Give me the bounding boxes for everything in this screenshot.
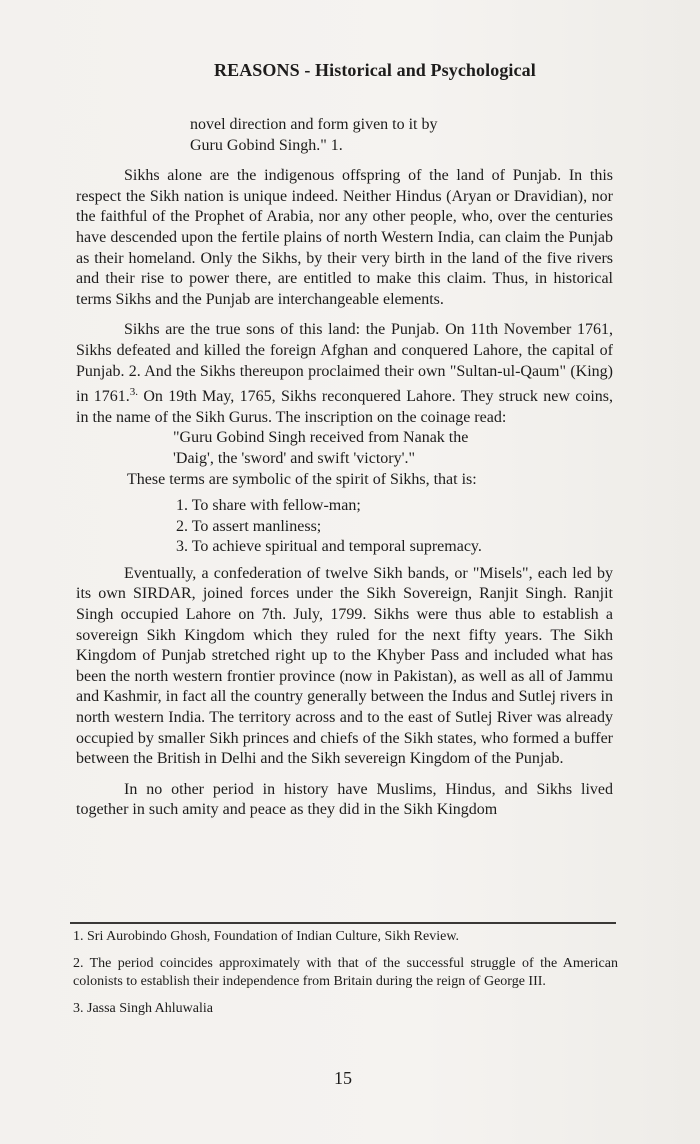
coin-inscription: [173, 428, 613, 469]
paragraph-sikh-kingdom: Eventually, a confederation of twelve Sikh bands, or "Misels", each led by its own SIRDAR, joined forces under the Sikh Sovereign, Ranjit Singh. Ranjit Singh occupied Lahore on 7th. July, 1799. Sikhs were thus able to establish a sovereign Sikh Kingdom which they ruled for the next fifty years. The Sikh Kingdom of Punjab stretched right up to the Khyber Pass and included what has been the north western frontier province (now in Pakistan), as well as all of Jammu and Kashmir, in fact all the country generally between the Indus and Sutlej rivers in north western India. The territory across and to the east of Sutlej River was already occupied by smaller Sikh princes and chiefs of the Sikh states, who formed a buffer between the British in Delhi and the Sikh severeign Kingdom of the Punjab.: [76, 564, 613, 768]
list-item: 2. To assert manliness;: [176, 517, 322, 535]
footnote: 1. Sri Aurobindo Ghosh, Foundation of Indian Culture, Sikh Review.: [73, 929, 460, 944]
list-item: 1. To share with fellow-man;: [176, 497, 361, 515]
footnote: 2. The period coincides approximately with that of the successful struggle of the American colonists to establish their independence from Britain during the reign of George III.: [73, 956, 618, 989]
paragraph-text: Sikhs are the true sons of this land: the Punjab. On 11th November 1761, Sikhs defeated and killed the foreign Afghan and conquered Lahore, the capital of Punjab. 2. And the Sikhs thereupon proclaimed their own "Sultan-ul-Qaum" (King) in 1761.: [76, 321, 613, 406]
inscription-line: "Guru Gobind Singh received from Nanak the: [173, 429, 469, 447]
list-item: 3. To achieve spiritual and temporal supremacy.: [176, 538, 482, 556]
page-number: 15: [334, 1068, 352, 1088]
footnote-divider: [70, 922, 616, 924]
quote-continuation: [190, 115, 613, 156]
footnote-reference: 3.: [129, 386, 139, 399]
footnote: 3. Jassa Singh Ahluwalia: [73, 1001, 213, 1016]
running-header: REASONS - Historical and Psychological: [214, 60, 536, 80]
main-text: [76, 115, 613, 821]
quote-line: Guru Gobind Singh." 1.: [190, 136, 343, 154]
paragraph-text: On 19th May, 1765, Sikhs reconquered Lahore. They struck new coins, in the name of the Sikh Gurus. The inscription on the coinage read:: [76, 388, 613, 426]
paragraph-sons-of-land: [76, 320, 613, 428]
quote-line: novel direction and form given to it by: [190, 116, 438, 133]
paragraph-amity: In no other period in history have Muslims, Hindus, and Sikhs lived together in such amity and peace as they did in the Sikh Kingdom: [76, 780, 613, 819]
aims-list: [76, 496, 613, 558]
inscription-line: 'Daig', the 'sword' and swift 'victory'.": [173, 449, 416, 467]
footnotes: [73, 928, 618, 1027]
paragraph-sikh-homeland: Sikhs alone are the indigenous offspring of the land of Punjab. In this respect the Sikh nation is unique indeed. Neither Hindus (Aryan or Dravidian), nor the faithful of the Prophet of Arabia, nor any other people, who, over the centuries have descended upon the fertile plains of north Western India, can claim the Punjab as their homeland. Only the Sikhs, by their very birth in the land of the five rivers and their rise to power there, are entitled to make this claim. Thus, in historical terms Sikhs and the Punjab are interchangeable elements.: [76, 167, 613, 308]
symbolic-statement: These terms are symbolic of the spirit of Sikhs, that is:: [127, 470, 477, 488]
